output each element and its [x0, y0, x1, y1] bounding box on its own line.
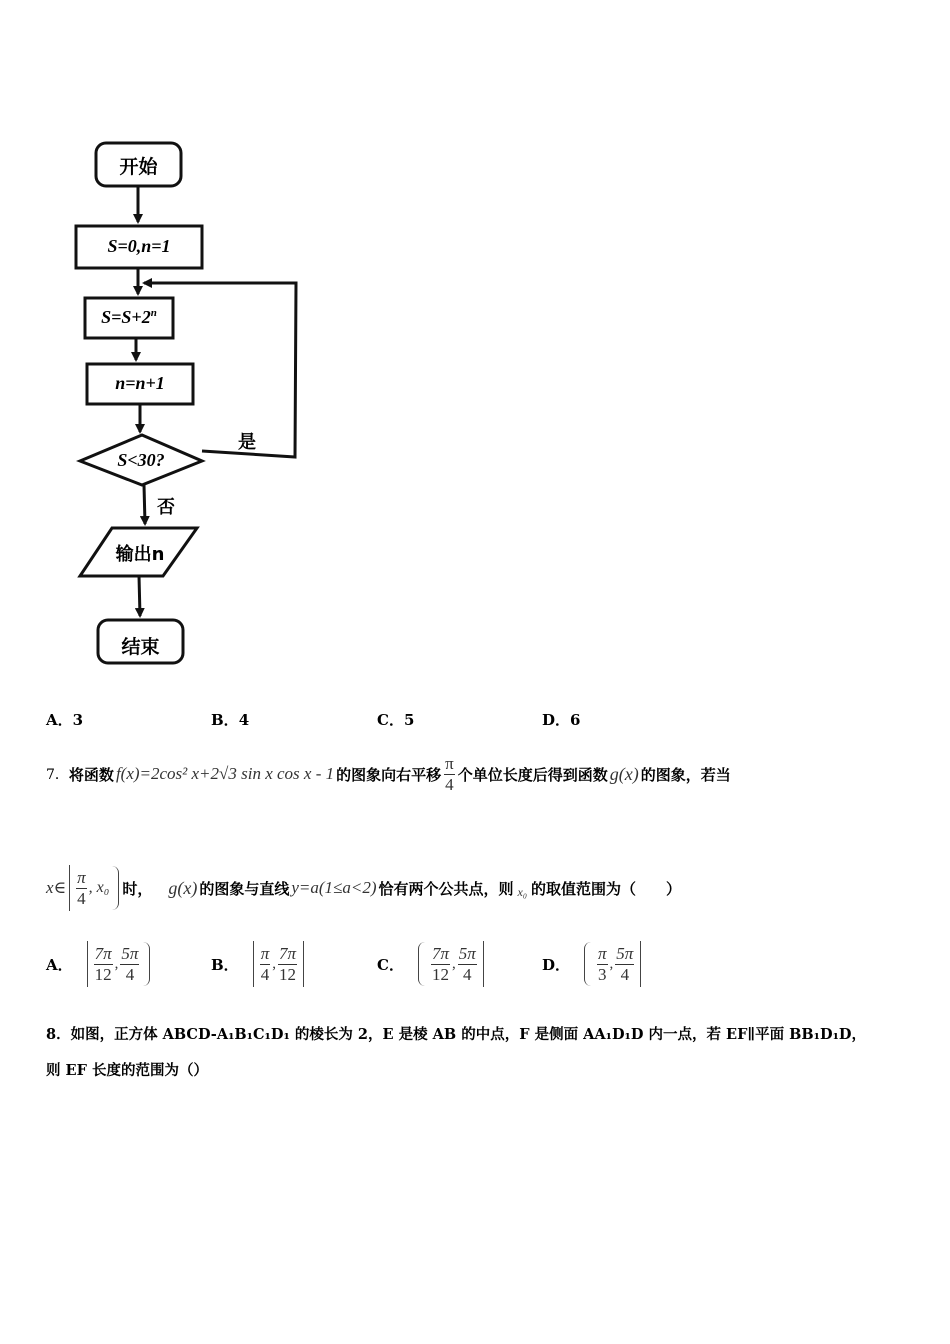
option-letter: B．: [211, 711, 239, 729]
q6-option-b[interactable]: [211, 709, 249, 730]
step1-sup: n: [150, 307, 157, 319]
option-letter: A．: [46, 955, 73, 974]
frac-num: π: [598, 943, 607, 963]
q7-option-b[interactable]: [211, 940, 304, 988]
frac-den: 3: [598, 964, 607, 984]
q7-func-g2: g(x): [168, 877, 198, 898]
q7-line1: [46, 744, 926, 804]
q8-line1: 8．如图，正方体 ABCD-A₁B₁C₁D₁ 的棱长为 2，E 是棱 AB 的中点，F 是侧面 AA₁D₁D 内一点，若 EF∥平面 BB₁D₁D，: [46, 1026, 866, 1043]
option-letter: D．: [542, 955, 571, 974]
interval: [425, 941, 484, 987]
interval-left: [94, 944, 113, 985]
q7-text8: 的取值范围为（ ）: [531, 879, 682, 898]
right-paren: [112, 866, 119, 910]
q7-text3: 个单位长度后得到函数: [457, 765, 608, 784]
interval: [87, 941, 157, 987]
frac-num: 5π: [121, 943, 139, 963]
left-paren: [418, 942, 425, 986]
q7-text4: 的图象，若当: [640, 765, 731, 784]
option-letter: A．: [46, 711, 73, 729]
q7-line2: [46, 858, 926, 918]
interval-left: [597, 944, 608, 985]
interval-right: [615, 944, 634, 985]
q7-domain-x: x∈: [46, 878, 67, 897]
frac-den: 12: [278, 964, 296, 984]
comma: ,: [114, 955, 119, 972]
q6-option-c[interactable]: [377, 709, 414, 730]
q7-shift-fraction: [444, 754, 455, 795]
option-letter: C．: [377, 955, 404, 974]
frac-num: π: [77, 867, 86, 887]
q7-option-c[interactable]: [377, 940, 484, 988]
q7-x0: x₀: [517, 884, 528, 899]
q7-text5: 时，: [122, 879, 153, 898]
frac-den: 4: [125, 964, 135, 984]
frac-num: 7π: [431, 943, 449, 963]
comma: ,: [272, 955, 276, 972]
frac-num: 7π: [94, 943, 112, 963]
q7-text6: 的图象与直线: [199, 879, 290, 898]
frac-num: 5π: [616, 943, 634, 963]
frac-num: π: [445, 753, 454, 773]
end-label: 结束: [121, 636, 160, 658]
interval-right: [120, 944, 139, 985]
comma: ,: [609, 955, 614, 972]
q7-func-g: g(x): [609, 763, 639, 784]
frac-num: 7π: [278, 943, 296, 963]
step1-label: [85, 307, 173, 328]
option-value: 3: [72, 711, 84, 729]
option-value: 6: [570, 711, 581, 729]
option-letter: D．: [542, 711, 571, 729]
start-label: 开始: [119, 156, 158, 178]
frac-num: 5π: [458, 943, 476, 963]
interval: [591, 941, 641, 987]
frac-den: 4: [463, 964, 472, 984]
right-paren: [143, 942, 150, 986]
q6-option-d[interactable]: [542, 709, 580, 730]
q7-option-a[interactable]: [46, 940, 156, 988]
interval-left: [260, 944, 271, 985]
q7-text1: 将函数: [68, 765, 114, 784]
frac-den: 12: [94, 964, 112, 984]
q7-func-f: f(x)=2cos² x+2√3 sin x cos x - 1: [115, 764, 335, 783]
frac-den: 4: [445, 774, 454, 794]
option-letter: B．: [211, 955, 239, 974]
step1-text: S=S+2: [101, 307, 151, 327]
output-label: 输出n: [115, 544, 165, 565]
q7-line-eq: y=a(1≤a<2): [291, 878, 377, 897]
init-label: S=0,n=1: [107, 236, 171, 256]
no-label: 否: [157, 497, 175, 518]
comma: ,: [451, 955, 456, 972]
q6-option-a[interactable]: [46, 709, 83, 730]
step2-label: n=n+1: [115, 373, 165, 393]
q8-line2: 则 EF 长度的范围为（）: [46, 1062, 208, 1079]
frac-den: 4: [620, 964, 630, 984]
q7-number: 7．: [46, 767, 69, 783]
interval-left: [431, 944, 450, 985]
interval: [253, 941, 304, 987]
option-value: 4: [238, 711, 250, 729]
option-value: 5: [403, 711, 415, 729]
frac-den: 4: [260, 964, 270, 984]
q7-option-d[interactable]: [542, 940, 641, 988]
frac-num: π: [260, 943, 270, 963]
yes-label: 是: [238, 432, 256, 453]
frac-den: 4: [77, 888, 86, 908]
q7-domain-fraction: [76, 868, 87, 909]
interval-right: [458, 944, 477, 985]
left-paren: [584, 942, 591, 986]
interval-right: [278, 944, 297, 985]
frac-den: 12: [431, 964, 449, 984]
q7-text7: 恰有两个公共点，则: [378, 879, 514, 898]
q7-text2: 的图象向右平移: [336, 765, 442, 784]
condition-label: S<30?: [117, 450, 165, 470]
q7-domain-end: , x₀: [88, 879, 110, 896]
left-bracket: [69, 865, 70, 911]
option-letter: C．: [377, 711, 404, 729]
